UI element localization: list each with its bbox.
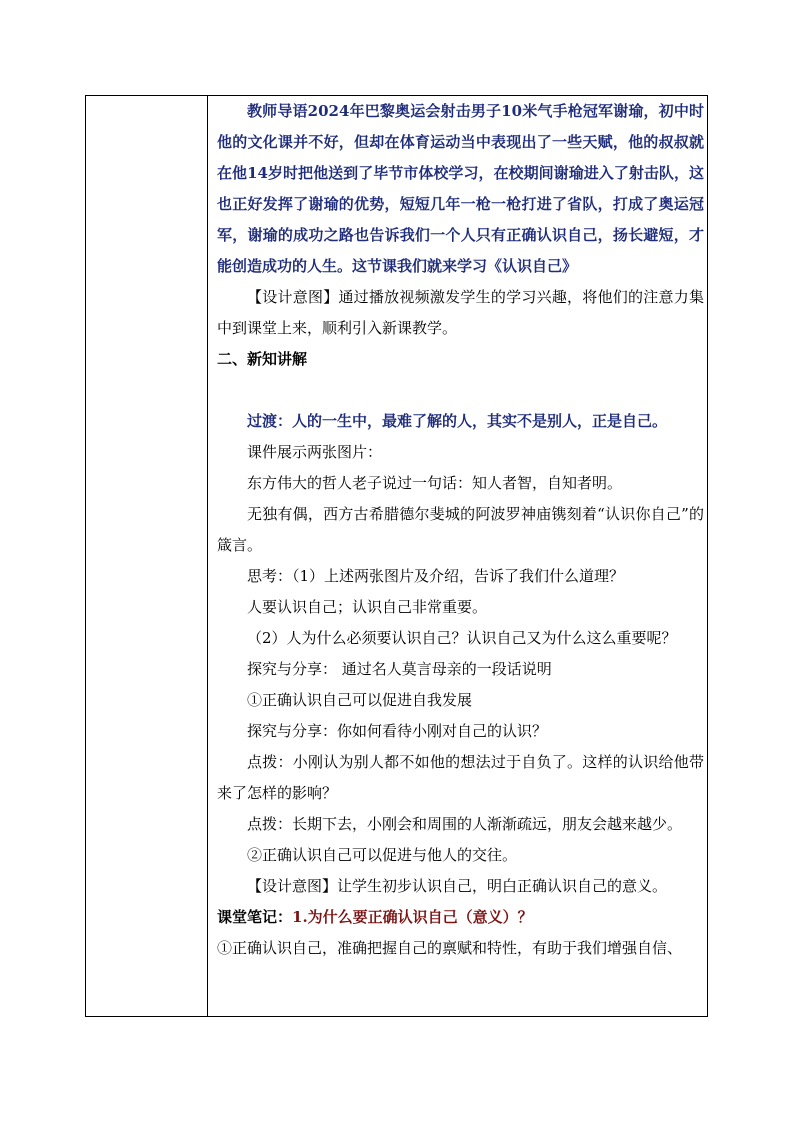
class-notes-point-1: ①正确认识自己，准确把握自己的禀赋和特性，有助于我们增强自信、 [217, 939, 683, 957]
lesson-table [85, 95, 708, 1017]
text-line: 点拨：小刚认为别人都不如他的想法过于自负了。这样的认识给他带来了怎样的影响？ [217, 753, 704, 802]
intro-paragraph [217, 96, 704, 282]
left-column-cell [86, 96, 208, 1016]
class-notes-title: 1.为什么要正确认识自己（意义）？ [292, 908, 533, 926]
intro-label: 教师导语 [247, 102, 308, 120]
text-line: ②正确认识自己可以促进与他人的交往。 [247, 846, 518, 864]
design-intent-1: 【设计意图】通过播放视频激发学生的学习兴趣，将他们的注意力集中到课堂上来，顺利引入新课教学。 [217, 288, 704, 337]
section-heading: 二、新知讲解 [217, 350, 308, 368]
transition-line: 过渡：人的一生中，最难了解的人，其实不是别人，正是自己。 [247, 412, 668, 430]
text-line: 思考：（1）上述两张图片及介绍，告诉了我们什么道理？ [247, 567, 625, 585]
class-notes-label: 课堂笔记： [217, 908, 293, 926]
text-line: 点拨：长期下去，小刚会和周围的人渐渐疏远，朋友会越来越少。 [247, 815, 683, 833]
text-line: ①正确认识自己可以促进自我发展 [247, 691, 473, 709]
text-line: 探究与分享： 通过名人莫言母亲的一段话说明 [247, 660, 552, 678]
text-line: 东方伟大的哲人老子说过一句话：知人者智，自知者明。 [247, 474, 623, 492]
text-line: 探究与分享：你如何看待小刚对自己的认识？ [247, 722, 548, 740]
text-line: 课件展示两张图片： [247, 443, 383, 461]
blank-line [217, 375, 704, 406]
design-intent-2: 【设计意图】让学生初步认识自己，明白正确认识自己的意义。 [247, 877, 668, 895]
text-line: 无独有偶，西方古希腊德尔斐城的阿波罗神庙镌刻着“认识你自己”的箴言。 [217, 505, 704, 554]
text-line: （2）人为什么必须要认识自己？认识自己又为什么这么重要呢？ [247, 629, 677, 647]
class-notes-heading [217, 902, 704, 933]
text-line: 人要认识自己；认识自己非常重要。 [247, 598, 488, 616]
intro-text: 2024年巴黎奥运会射击男子10米气手枪冠军谢瑜，初中时他的文化课并不好，但却在体育运动当中表现出了一些天赋，他的叔叔就在他14岁时把他送到了毕节市体校学习，在校期间谢瑜进入了射击队，这也正好发挥了谢瑜的优势，短短几年一枪一枪打进了省队，打成了奥运冠军，谢瑜的成功之路也告诉我们一个人只有正确认识自己，扬长避短，才能创造成功的人生。这节课我们就来学习《认识自己》 [217, 102, 704, 275]
content-cell [217, 96, 704, 964]
